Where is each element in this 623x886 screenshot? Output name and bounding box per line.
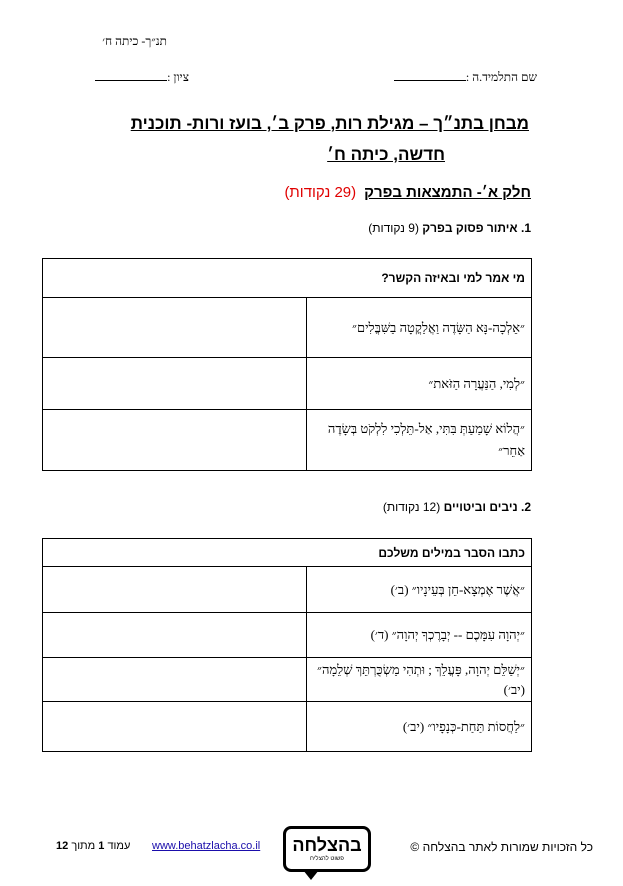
course-header: תנ״ך- כיתה ח׳	[102, 34, 167, 48]
verse-cell: ״אֵלְכָה-נָּא הַשָּׂדֶה וַאֲלַקֳטָה בַשִּׁבֳּלִים״	[307, 298, 532, 358]
answer-cell[interactable]	[43, 410, 307, 471]
page-prefix: עמוד	[107, 840, 131, 852]
answer-cell[interactable]	[43, 298, 307, 358]
table-row	[43, 567, 532, 613]
copyright-notice: כל הזכויות שמורות לאתר בהצלחה ©	[410, 840, 593, 854]
section1-table-header: מי אמר למי ובאיזה הקשר?	[43, 259, 532, 298]
answer-cell[interactable]	[43, 613, 307, 658]
table-row	[43, 658, 532, 702]
answer-cell[interactable]	[43, 702, 307, 752]
table-row	[43, 702, 532, 752]
section1-points: (9 נקודות)	[368, 221, 419, 235]
logo-subtext: פשוט להצליח	[310, 856, 344, 862]
website-link[interactable]: www.behatzlacha.co.il	[152, 840, 261, 852]
grade-label: ציון :	[167, 70, 189, 84]
section1-number: 1.	[520, 221, 531, 235]
grade-field[interactable]	[95, 70, 189, 85]
verse-cell: ״לְמִי, הַנַּעֲרָה הַזֹּאת״	[307, 358, 532, 410]
part-a-heading	[284, 184, 531, 201]
student-name-label: שם התלמיד.ה :	[465, 70, 537, 84]
behatzlacha-logo	[283, 826, 371, 872]
name-underline	[394, 70, 466, 81]
section2-number: 2.	[520, 500, 531, 514]
verse-cell: ״הֲלוֹא שָׁמַעַתְּ בִּתִּי, אַל-תֵּלְכִי לִלְקֹט בְּשָׂדֶה אַחֵר״	[307, 410, 532, 471]
table-header-row	[43, 539, 532, 567]
logo-speech-tail	[303, 870, 319, 880]
section2-table	[42, 538, 532, 752]
exam-title-line2: חדשה, כיתה ח׳	[327, 145, 445, 164]
logo-text: בהצלחה	[292, 835, 362, 855]
idiom-cell: ״יְשַׁלֵּם יְהוָה, פָּעֳלֵךְ ; וּתְהִי מַשְׂכֻּרְתֵּךְ שְׁלֵמָה״ (יב׳)	[307, 658, 532, 702]
section2-title: ניבים וביטויים	[443, 500, 518, 514]
part-a-points: (29 נקודות)	[284, 184, 357, 201]
table-row	[43, 613, 532, 658]
exam-title-line1: מבחן בתנ״ך – מגילת רות, פרק ב׳, בועז ורות- תוכנית	[130, 114, 529, 133]
table-row	[43, 298, 532, 358]
section1-table	[42, 258, 532, 471]
section2-heading	[383, 500, 531, 514]
section1-title: איתור פסוק בפרק	[422, 221, 518, 235]
table-row	[43, 410, 532, 471]
idiom-cell: ״לַחֲסוֹת תַּחַת-כְּנָפָיו״ (יב׳)	[307, 702, 532, 752]
student-name-field[interactable]	[394, 70, 537, 85]
section1-heading	[368, 221, 531, 235]
page-total: 12	[56, 840, 69, 852]
answer-cell[interactable]	[43, 358, 307, 410]
answer-cell[interactable]	[43, 658, 307, 702]
page-middle: מתוך	[71, 840, 96, 852]
page-number	[56, 840, 130, 852]
answer-cell[interactable]	[43, 567, 307, 613]
grade-underline	[95, 70, 167, 81]
page-current: 1	[98, 840, 105, 852]
section2-table-header: כתבו הסבר במילים משלכם	[43, 539, 532, 567]
part-a-label: חלק א׳- התמצאות בפרק	[364, 184, 531, 201]
table-header-row	[43, 259, 532, 298]
idiom-cell: ״אֲשֶׁר אֶמְצָא-חֵן בְּעֵינָיו״ (ב׳)	[307, 567, 532, 613]
idiom-cell: ״יְהוָה עִמָּכֶם -- יְבָרֶכְךָ יְהוָה״ (ד׳)	[307, 613, 532, 658]
table-row	[43, 358, 532, 410]
section2-points: (12 נקודות)	[382, 500, 441, 514]
